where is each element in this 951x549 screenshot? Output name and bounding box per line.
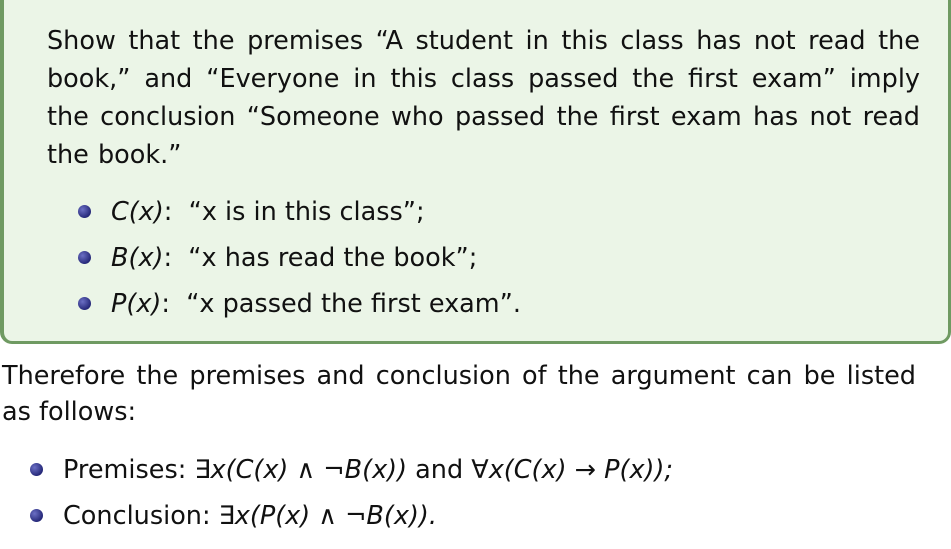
bullet-icon (78, 205, 91, 218)
definition-separator: : (163, 243, 173, 273)
premise-formula-1: ∃x(C(x) ∧ ¬B(x)) (194, 455, 408, 485)
body-paragraph: Therefore the premises and conclusion of the argument can be listed as follows: (2, 361, 916, 427)
bullet-icon (78, 251, 91, 264)
conclusion-item (30, 496, 673, 542)
bullet-icon (30, 509, 43, 522)
definition-item-b (78, 238, 521, 284)
definition-item-p (78, 284, 521, 330)
argument-list (30, 450, 673, 542)
definition-symbol: P(x) (111, 289, 162, 319)
definition-separator: : (163, 197, 173, 227)
bullet-icon (30, 463, 43, 476)
conclusion-label: Conclusion: (63, 501, 211, 531)
premise-connector: and (415, 455, 464, 485)
definition-list (78, 192, 521, 330)
premises-item (30, 450, 673, 496)
example-paragraph: Show that the premises “A student in this class has not read the book,” and “Everyone in this class passed the first exam” imply the conclusion “Someone who passed the first exam has not read the book.” (47, 26, 920, 170)
premises-label: Premises: (63, 455, 187, 485)
definition-meaning: “x passed the first exam”. (186, 289, 521, 319)
definition-meaning: “x is in this class”; (188, 197, 425, 227)
definition-symbol: C(x) (111, 197, 164, 227)
bullet-icon (78, 297, 91, 310)
definition-symbol: B(x) (111, 243, 164, 273)
premise-formula-2: ∀x(C(x) → P(x)); (471, 455, 674, 485)
definition-item-c (78, 192, 521, 238)
definition-separator: : (161, 289, 170, 319)
definition-meaning: “x has read the book”; (188, 243, 478, 273)
conclusion-formula: ∃x(P(x) ∧ ¬B(x)). (218, 501, 437, 531)
